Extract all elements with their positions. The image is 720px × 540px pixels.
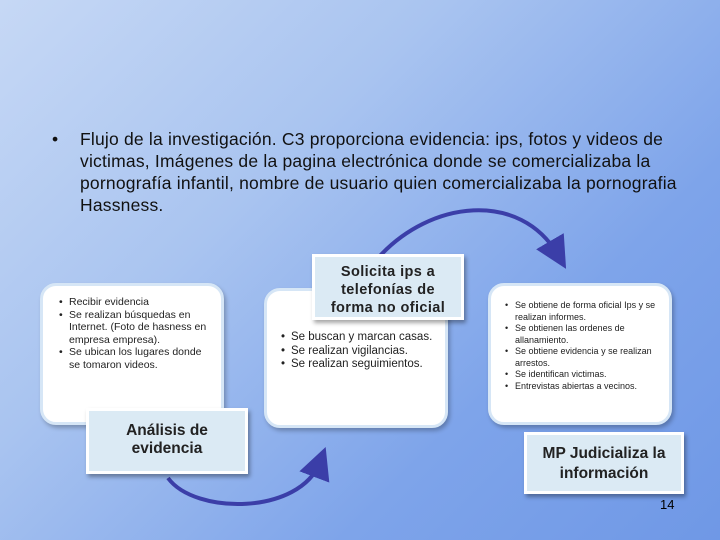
- list-item: • Se realizan vigilancias.: [281, 345, 437, 359]
- arrow-top-icon: [378, 210, 558, 258]
- list-item: • Se obtiene evidencia y se realizan arrestos.: [505, 346, 661, 369]
- list-item: • Se obtienen las ordenes de allanamiento.: [505, 323, 661, 346]
- list-item: • Se realizan búsquedas en Internet. (Foto de hasness en empresa empresa).: [59, 309, 211, 347]
- list-item: • Recibir evidencia: [59, 296, 211, 309]
- page-number: 14: [660, 497, 675, 512]
- box-judicial-list: [505, 300, 661, 392]
- list-item: • Se identifican victimas.: [505, 369, 661, 381]
- list-item: • Se obtiene de forma oficial Ips y se realizan informes.: [505, 300, 661, 323]
- intro-bullet: •: [52, 129, 59, 149]
- label-request-ips-text: Solicita ips a telefonías de forma no oficial: [330, 264, 446, 316]
- box-analysis-list: [59, 296, 211, 371]
- box-analysis: [40, 283, 224, 425]
- list-item: • Se realizan seguimientos.: [281, 358, 437, 372]
- intro-text: Flujo de la investigación. C3 proporciona evidencia: ips, fotos y videos de victimas, Imágenes de la pagina electrónica donde se comercializaba la pornografía infantil, nombre de usuario quien comercializaba la pornografia Hassness.: [80, 129, 677, 215]
- label-judicial-text: MP Judicializa la información: [542, 445, 666, 482]
- box-surveillance-list: [281, 331, 437, 372]
- label-analysis-text: Análisis de evidencia: [126, 422, 208, 457]
- list-item: • Entrevistas abiertas a vecinos.: [505, 381, 661, 393]
- list-item: • Se buscan y marcan casas.: [281, 331, 437, 345]
- box-judicial: [488, 283, 672, 425]
- intro-paragraph: [52, 128, 692, 216]
- label-analysis: [86, 408, 248, 474]
- label-judicial: [524, 432, 684, 494]
- list-item: • Se ubican los lugares donde se tomaron videos.: [59, 346, 211, 371]
- label-request-ips: [312, 254, 464, 320]
